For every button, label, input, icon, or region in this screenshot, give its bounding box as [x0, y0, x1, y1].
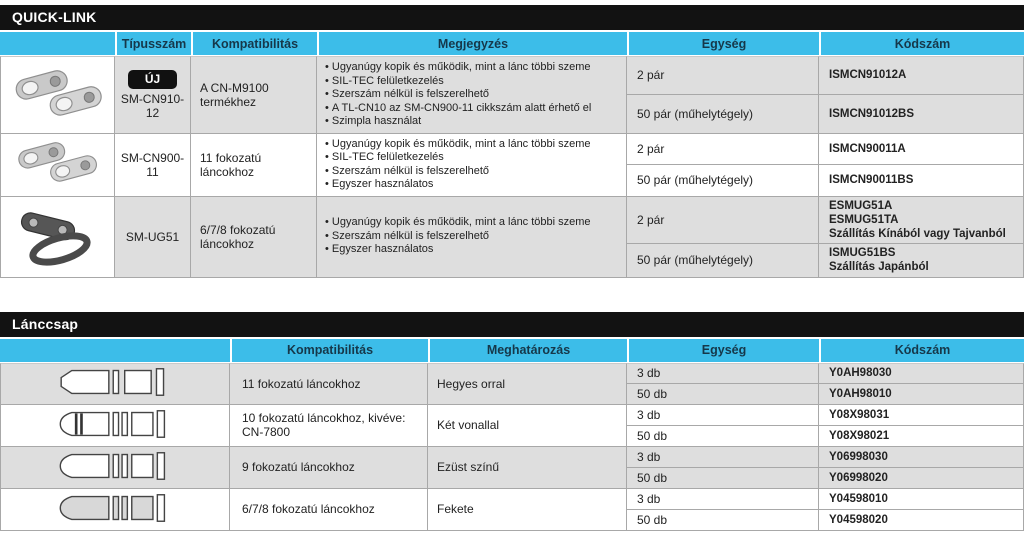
note-item: • Szerszám nélkül is felszerelhető: [325, 165, 620, 179]
compatibility-cell: A CN-M9100 termékhez: [191, 56, 317, 134]
table-row: [0, 489, 1024, 510]
column-header-unit: Egység: [627, 339, 819, 363]
column-header-compatibility: Kompatibilitás: [230, 339, 428, 363]
note-item: • A TL-CN10 az SM-CN900-11 cikkszám alatt érhető el: [325, 102, 620, 116]
note-item: • Szerszám nélkül is felszerelhető: [325, 88, 620, 102]
unit-cell: 50 pár (műhelytégely): [627, 244, 819, 278]
chain-pin-illustration-two-lines: [0, 405, 230, 447]
type-cell: SM-CN900-11: [115, 134, 191, 197]
code-cell: Y08X98031: [819, 405, 1024, 426]
quick-link-dark-photo-illustration: [10, 201, 106, 273]
code-cell: ISMCN90011A: [819, 134, 1024, 165]
code-cell: Y06998030: [819, 447, 1024, 468]
chain-pin-title-bar: Lánccsap: [0, 312, 1024, 337]
code-cell: Y04598010: [819, 489, 1024, 510]
note-item: • Egyszer használatos: [325, 243, 620, 257]
code-cell: Y08X98021: [819, 426, 1024, 447]
note-item: • SIL-TEC felületkezelés: [325, 75, 620, 89]
table-row: [0, 134, 1024, 165]
pin-drawing-silver-icon: [54, 451, 176, 481]
code-cell: Y0AH98030: [819, 363, 1024, 384]
code-line: Szállítás Kínából vagy Tajvanból: [829, 227, 1006, 240]
chain-pin-section: [0, 312, 1024, 531]
code-cell: Y0AH98010: [819, 384, 1024, 405]
code-cell: ISMCN91012A: [819, 56, 1024, 95]
pin-drawing-black-icon: [54, 493, 176, 523]
note-item: • Ugyanúgy kopik és működik, mint a lánc többi szeme: [325, 138, 620, 152]
unit-cell: 50 db: [627, 426, 819, 447]
column-header-image: [0, 339, 230, 363]
unit-cell: 2 pár: [627, 56, 819, 95]
code-cell: [819, 197, 1024, 244]
code-cell: ISMCN91012BS: [819, 95, 1024, 134]
compatibility-cell: 6/7/8 fokozatú láncokhoz: [230, 489, 428, 531]
code-cell: Y04598020: [819, 510, 1024, 531]
note-item: • Szimpla használat: [325, 115, 620, 129]
unit-cell: 2 pár: [627, 197, 819, 244]
column-header-spec: Meghatározás: [428, 339, 627, 363]
column-header-type: Típusszám: [115, 32, 191, 56]
table-row: [0, 56, 1024, 95]
compatibility-cell: 9 fokozatú láncokhoz: [230, 447, 428, 489]
unit-cell: 3 db: [627, 489, 819, 510]
note-item: • Ugyanúgy kopik és működik, mint a lánc többi szeme: [325, 216, 620, 230]
unit-cell: 2 pár: [627, 134, 819, 165]
chain-pin-illustration-pointed: [0, 363, 230, 405]
note-item: • Szerszám nélkül is felszerelhető: [325, 230, 620, 244]
compatibility-cell: 11 fokozatú láncokhoz: [230, 363, 428, 405]
pin-drawing-pointed-icon: [54, 367, 176, 397]
compatibility-cell: 10 fokozatú láncokhoz, kivéve: CN-7800: [230, 405, 428, 447]
chain-pin-header-row: [0, 339, 1024, 363]
column-header-compatibility: Kompatibilitás: [191, 32, 317, 56]
unit-cell: 50 pár (műhelytégely): [627, 95, 819, 134]
unit-cell: 50 db: [627, 468, 819, 489]
code-line: Szállítás Japánból: [829, 261, 929, 273]
unit-cell: 50 db: [627, 384, 819, 405]
code-line: ESMUG51TA: [829, 213, 899, 226]
chain-pin-illustration-silver: [0, 447, 230, 489]
type-cell: [115, 56, 191, 134]
type-number: SM-CN910-12: [120, 91, 185, 120]
note-item: • Ugyanúgy kopik és működik, mint a lánc többi szeme: [325, 61, 620, 75]
compatibility-cell: 11 fokozatú láncokhoz: [191, 134, 317, 197]
quick-link-photo-illustration: [10, 60, 106, 130]
spec-cell: Fekete: [428, 489, 627, 531]
column-header-notes: Megjegyzés: [317, 32, 627, 56]
code-cell: ISMCN90011BS: [819, 165, 1024, 197]
note-item: • Egyszer használatos: [325, 178, 620, 192]
quick-link-photo-illustration: [10, 136, 106, 194]
table-row: [0, 363, 1024, 384]
compatibility-cell: 6/7/8 fokozatú láncokhoz: [191, 197, 317, 278]
unit-cell: 3 db: [627, 405, 819, 426]
code-cell: [819, 244, 1024, 278]
product-photo-quick-link-silver: [0, 134, 115, 197]
column-header-code: Kódszám: [819, 339, 1024, 363]
notes-cell: [317, 134, 627, 197]
pin-drawing-two-lines-icon: [54, 409, 176, 439]
spec-cell: Hegyes orral: [428, 363, 627, 405]
table-row: [0, 447, 1024, 468]
column-header-image: [0, 32, 115, 56]
type-cell: SM-UG51: [115, 197, 191, 278]
unit-cell: 50 db: [627, 510, 819, 531]
column-header-code: Kódszám: [819, 32, 1024, 56]
chain-pin-illustration-black: [0, 489, 230, 531]
column-header-unit: Egység: [627, 32, 819, 56]
unit-cell: 3 db: [627, 447, 819, 468]
table-row: [0, 197, 1024, 244]
chain-pin-table: [0, 339, 1024, 531]
quick-link-header-row: [0, 32, 1024, 56]
code-line: ISMUG51BS: [829, 247, 896, 259]
spec-cell: Ezüst színű: [428, 447, 627, 489]
product-photo-ug51-dark: [0, 197, 115, 278]
quick-link-section: [0, 5, 1024, 278]
notes-cell: [317, 56, 627, 134]
quick-link-title-bar: QUICK-LINK: [0, 5, 1024, 30]
note-item: • SIL-TEC felületkezelés: [325, 151, 620, 165]
spec-cell: Két vonallal: [428, 405, 627, 447]
type-badge-new: ÚJ: [128, 70, 177, 89]
code-line: ESMUG51A: [829, 199, 893, 212]
unit-cell: 3 db: [627, 363, 819, 384]
notes-cell: [317, 197, 627, 278]
quick-link-table: [0, 32, 1024, 278]
unit-cell: 50 pár (műhelytégely): [627, 165, 819, 197]
code-cell: Y06998020: [819, 468, 1024, 489]
table-row: [0, 405, 1024, 426]
product-photo-quick-link-silver: [0, 56, 115, 134]
